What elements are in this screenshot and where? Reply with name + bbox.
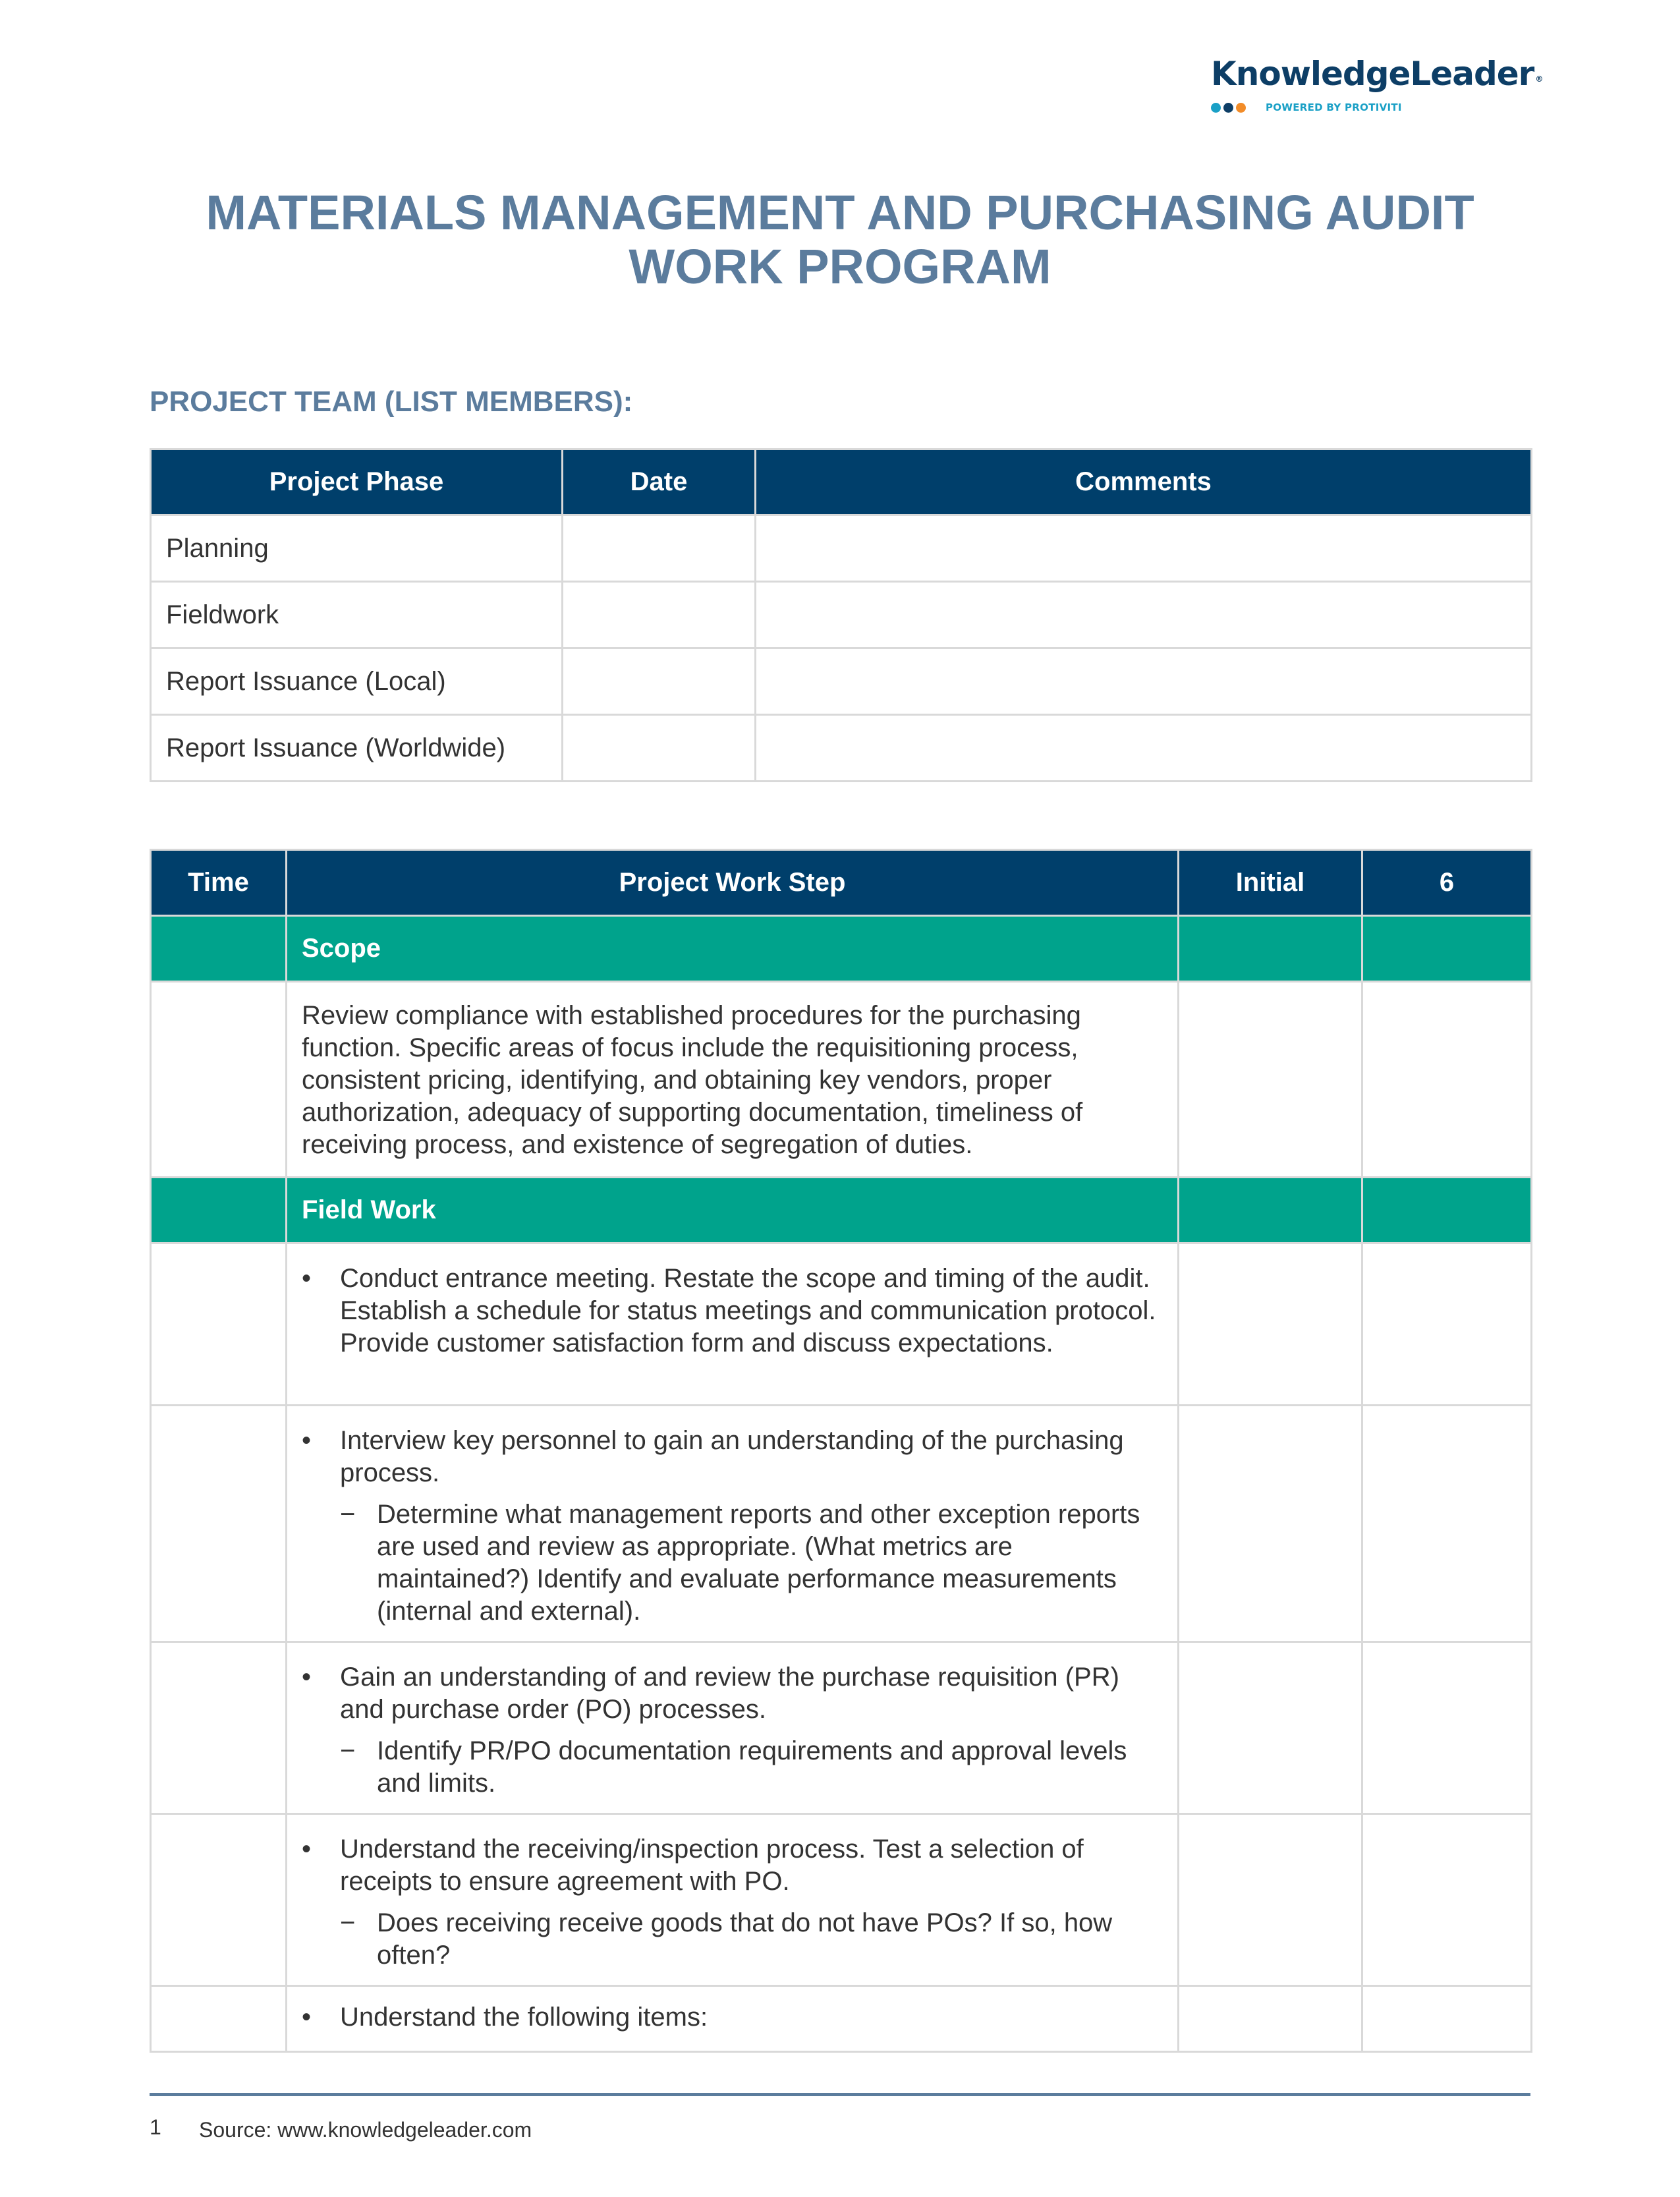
phase-row [151,582,1532,648]
source-link[interactable]: Source: www.knowledgeleader.com [199,2118,532,2142]
time-cell[interactable] [151,1986,287,2052]
phase-cell: Report Issuance (Local) [151,648,563,715]
section-label: Scope [287,916,1179,982]
phase-row [151,648,1532,715]
extra-cell [1362,916,1532,982]
header-comments: Comments [756,449,1532,515]
date-cell[interactable] [563,515,756,582]
project-team-heading: PROJECT TEAM (LIST MEMBERS): [150,385,633,418]
logo-wordmark-text: KnowledgeLeader [1211,55,1534,93]
registered-mark: ® [1535,74,1543,84]
phase-table-header [151,449,1532,515]
phase-cell: Report Issuance (Worldwide) [151,715,563,782]
initial-cell [1179,1178,1362,1243]
bullet-text: Understand the following items: [340,2003,708,2032]
time-cell[interactable] [151,1243,287,1406]
extra-cell[interactable] [1362,1406,1532,1642]
bullet-item [302,1833,1158,1898]
work-table-header [151,850,1532,916]
document-title [0,186,1680,294]
phase-cell: Planning [151,515,563,582]
extra-cell[interactable] [1362,1986,1532,2052]
work-step-text: Review compliance with established procedures for the purchasing function. Specific areas of focus include the requisitioning process, consistent pricing, identifying, and obtaining key vendors, proper authorization, adequacy of supporting documentation, timeliness of receiving process, and existence of segregation of duties. [287,982,1179,1178]
section-label: Field Work [287,1178,1179,1243]
extra-cell[interactable] [1362,1642,1532,1814]
initial-cell[interactable] [1179,982,1362,1178]
sub-item-text: Does receiving receive goods that do not have POs? If so, how often? [377,1908,1113,1970]
phase-row [151,515,1532,582]
phase-cell: Fieldwork [151,582,563,648]
logo-dot-icon [1236,103,1246,113]
extra-cell [1362,1178,1532,1243]
page-number: 1 [150,2115,161,2139]
logo-wordmark [1211,54,1543,94]
bullet-icon: • [302,2003,312,2032]
time-cell[interactable] [151,1814,287,1986]
date-cell[interactable] [563,582,756,648]
initial-cell[interactable] [1179,1814,1362,1986]
project-phase-table [150,448,1532,782]
sub-item [302,1907,1158,1972]
logo-dot-icon [1211,103,1221,113]
initial-cell [1179,916,1362,982]
knowledgeleader-logo [1211,54,1543,113]
extra-cell[interactable] [1362,1814,1532,1986]
work-step-cell [287,1243,1179,1406]
time-cell [151,1178,287,1243]
work-step-row [151,1642,1532,1814]
extra-cell[interactable] [1362,1243,1532,1406]
time-cell[interactable] [151,982,287,1178]
header-date: Date [563,449,756,515]
dash-icon: − [340,1736,356,1765]
work-step-cell [287,1986,1179,2052]
sub-item [302,1735,1158,1800]
date-cell[interactable] [563,648,756,715]
header-project-work-step: Project Work Step [287,850,1179,916]
bullet-item [302,1263,1158,1359]
bullet-icon: • [302,1835,312,1864]
work-step-row [151,1243,1532,1406]
dash-icon: − [340,1500,356,1529]
bullet-text: Understand the receiving/inspection process. Test a selection of receipts to ensure agreement with PO. [340,1835,1084,1896]
bullet-text: Conduct entrance meeting. Restate the scope and timing of the audit. Establish a schedule for status meetings and communication protocol. Provide customer satisfaction form and discuss expectations. [340,1264,1156,1357]
work-step-cell [287,1642,1179,1814]
initial-cell[interactable] [1179,1986,1362,2052]
time-cell [151,916,287,982]
initial-cell[interactable] [1179,1642,1362,1814]
header-column-6: 6 [1362,850,1532,916]
comments-cell[interactable] [756,715,1532,782]
work-step-cell [287,1814,1179,1986]
bullet-item [302,2001,1158,2034]
logo-tagline: POWERED BY PROTIVITI [1266,101,1402,113]
section-row-field-work [151,1178,1532,1243]
phase-row [151,715,1532,782]
sub-item [302,1498,1158,1628]
bullet-icon: • [302,1426,312,1455]
work-step-row [151,1406,1532,1642]
work-program-table [150,849,1532,2053]
bullet-text: Gain an understanding of and review the purchase requisition (PR) and purchase order (PO) processes. [340,1663,1119,1724]
work-step-cell [287,1406,1179,1642]
comments-cell[interactable] [756,582,1532,648]
date-cell[interactable] [563,715,756,782]
dash-icon: − [340,1908,356,1937]
work-step-row [151,1814,1532,1986]
initial-cell[interactable] [1179,1406,1362,1642]
bullet-item [302,1661,1158,1726]
logo-dot-icon [1223,103,1233,113]
comments-cell[interactable] [756,648,1532,715]
time-cell[interactable] [151,1406,287,1642]
footer-divider [150,2093,1530,2096]
header-initial: Initial [1179,850,1362,916]
header-time: Time [151,850,287,916]
bullet-icon: • [302,1264,312,1293]
comments-cell[interactable] [756,515,1532,582]
header-project-phase: Project Phase [151,449,563,515]
time-cell[interactable] [151,1642,287,1814]
work-step-row [151,1986,1532,2052]
initial-cell[interactable] [1179,1243,1362,1406]
bullet-item [302,1425,1158,1489]
sub-item-text: Determine what management reports and other exception reports are used and review as appropriate. (What metrics are maintained?) Identify and evaluate performance measurements (internal and external). [377,1500,1140,1626]
work-step-row [151,982,1532,1178]
bullet-icon: • [302,1663,312,1692]
bullet-text: Interview key personnel to gain an understanding of the purchasing process. [340,1426,1124,1487]
section-row-scope [151,916,1532,982]
sub-item-text: Identify PR/PO documentation requirements and approval levels and limits. [377,1736,1127,1798]
extra-cell[interactable] [1362,982,1532,1178]
title-line-1: MATERIALS MANAGEMENT AND PURCHASING AUDIT [206,185,1474,240]
title-line-2: WORK PROGRAM [629,239,1051,294]
logo-tagline-row [1211,101,1501,113]
